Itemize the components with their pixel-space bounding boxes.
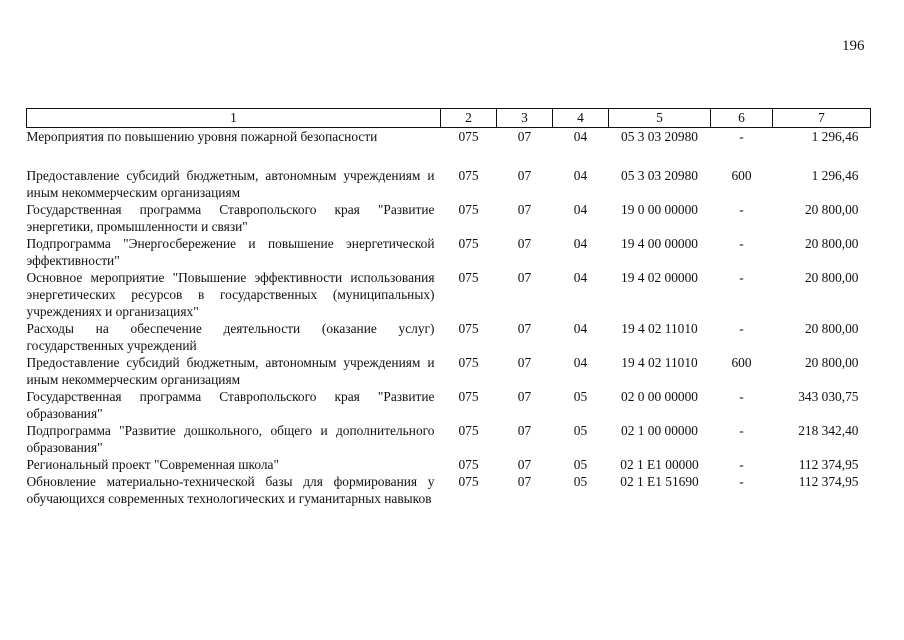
row-section: 07 [517,474,532,489]
row-subsection: 05 [573,474,588,489]
row-subsection: 05 [573,389,588,404]
row-target: 02 1 E1 00000 [620,457,699,472]
header-col-1: 1 [27,109,441,128]
header-col-4: 4 [553,109,609,128]
table-row [27,128,871,146]
row-section: 07 [517,389,532,404]
table-body [27,128,871,508]
table-row [27,456,871,473]
row-target: 19 4 02 11010 [621,321,698,336]
row-subsection: 05 [573,423,588,438]
row-name: Основное мероприятие "Повышение эффективности использования энергетических ресурсов в государственных (муниципальных) учреждениях и организациях" [26,270,435,319]
row-name: Государственная программа Ставропольского края "Развитие энергетики, промышленности и связи" [26,202,435,234]
row-subsection: 05 [573,457,588,472]
row-type: 600 [731,168,752,183]
row-section: 07 [517,457,532,472]
row-section: 07 [517,168,532,183]
row-subsection: 04 [573,270,588,285]
row-type: - [739,270,744,285]
row-ministry: 075 [458,168,479,183]
row-ministry: 075 [458,423,479,438]
row-amount: 112 374,95 [798,474,859,489]
row-type: - [739,129,744,144]
row-section: 07 [517,321,532,336]
budget-table [26,108,871,507]
row-ministry: 075 [458,457,479,472]
row-target: 19 4 02 00000 [621,270,698,285]
row-name: Подпрограмма "Развитие дошкольного, общего и дополнительного образования" [26,423,435,455]
row-name: Предоставление субсидий бюджетным, автономным учреждениям и иным некоммерческим организациям [26,168,435,200]
row-target: 05 3 03 20980 [621,168,698,183]
row-subsection: 04 [573,129,588,144]
table-row [27,201,871,235]
table-row [27,422,871,456]
table-row [27,473,871,507]
row-name: Подпрограмма "Энергосбережение и повышение энергетической эффективности" [26,236,435,268]
row-ministry: 075 [458,236,479,251]
row-section: 07 [517,355,532,370]
row-target: 19 4 02 11010 [621,355,698,370]
row-spacer [27,145,871,167]
header-col-2: 2 [441,109,497,128]
row-target: 02 0 00 00000 [621,389,698,404]
row-section: 07 [517,129,532,144]
row-name: Расходы на обеспечение деятельности (оказание услуг) государственных учреждений [26,321,435,353]
row-amount: 218 342,40 [798,423,859,438]
table-row [27,388,871,422]
row-subsection: 04 [573,202,588,217]
row-name: Обновление материально-технической базы для формирования у обучающихся современных технологических и гуманитарных навыков [26,474,435,506]
table-row [27,269,871,320]
header-row [27,109,871,128]
row-target: 02 1 00 00000 [621,423,698,438]
row-target: 02 1 E1 51690 [620,474,699,489]
table-row [27,167,871,201]
row-name: Мероприятия по повышению уровня пожарной безопасности [26,129,378,144]
table-row [27,235,871,269]
page-number: 196 [842,38,865,54]
row-target: 19 0 00 00000 [621,202,698,217]
row-type: 600 [731,355,752,370]
row-amount: 1 296,46 [811,168,859,183]
row-section: 07 [517,423,532,438]
row-target: 19 4 00 00000 [621,236,698,251]
row-subsection: 04 [573,168,588,183]
row-ministry: 075 [458,321,479,336]
row-section: 07 [517,202,532,217]
row-subsection: 04 [573,355,588,370]
row-ministry: 075 [458,355,479,370]
row-ministry: 075 [458,270,479,285]
row-target: 05 3 03 20980 [621,129,698,144]
header-col-6: 6 [711,109,773,128]
row-amount: 1 296,46 [811,129,859,144]
header-col-3: 3 [497,109,553,128]
row-type: - [739,457,744,472]
row-type: - [739,202,744,217]
row-amount: 20 800,00 [804,202,859,217]
row-type: - [739,474,744,489]
table-row [27,354,871,388]
row-name: Государственная программа Ставропольского края "Развитие образования" [26,389,435,421]
row-amount: 343 030,75 [798,389,859,404]
row-name: Региональный проект "Современная школа" [26,457,279,472]
table-row [27,320,871,354]
row-subsection: 04 [573,321,588,336]
row-type: - [739,321,744,336]
row-ministry: 075 [458,129,479,144]
row-amount: 20 800,00 [804,321,859,336]
row-type: - [739,236,744,251]
header-col-5: 5 [609,109,711,128]
row-ministry: 075 [458,389,479,404]
row-section: 07 [517,270,532,285]
table-header [27,109,871,128]
row-section: 07 [517,236,532,251]
row-type: - [739,423,744,438]
header-col-7: 7 [773,109,871,128]
row-name: Предоставление субсидий бюджетным, автономным учреждениям и иным некоммерческим организациям [26,355,435,387]
row-amount: 20 800,00 [804,355,859,370]
row-amount: 20 800,00 [804,236,859,251]
row-amount: 112 374,95 [798,457,859,472]
row-type: - [739,389,744,404]
row-ministry: 075 [458,474,479,489]
row-amount: 20 800,00 [804,270,859,285]
row-ministry: 075 [458,202,479,217]
row-subsection: 04 [573,236,588,251]
